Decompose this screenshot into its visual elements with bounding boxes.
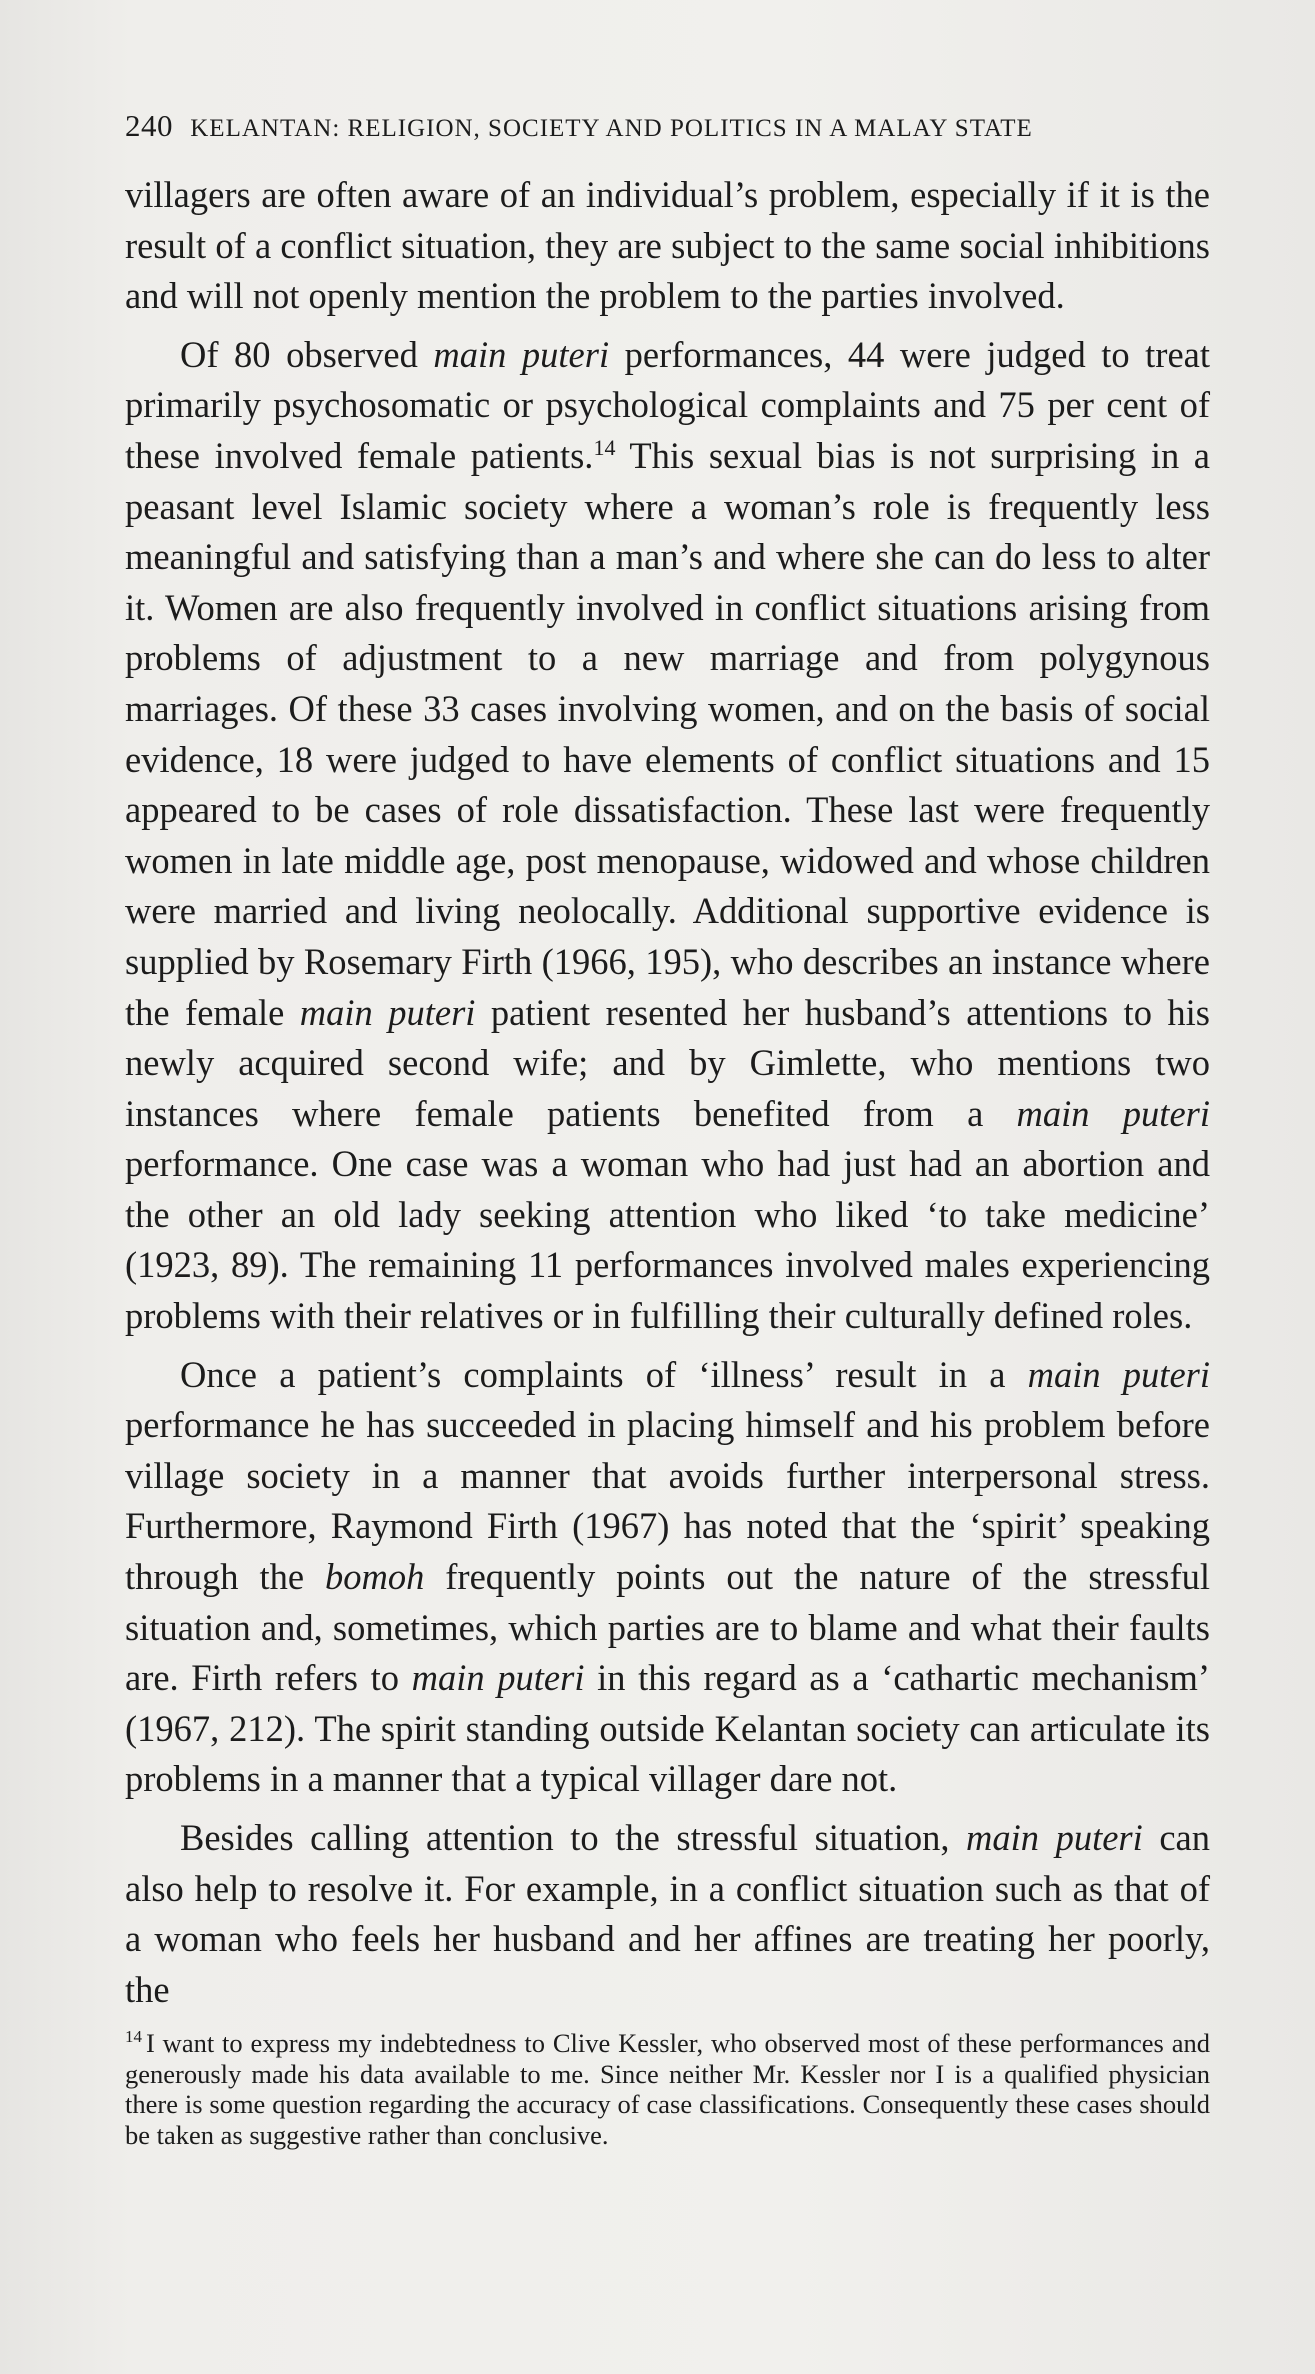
paragraph-2 (125, 330, 1210, 1342)
p4-text-1: Besides calling attention to the stressful situation, (180, 1817, 967, 1858)
p3-text-2: performance he has succeeded in placing himself and his problem before village society in a manner that avoids further interpersonal stress. Furthermore, Raymond Firth (1967) has noted that the ‘spirit’ speaking through the (125, 1404, 1210, 1598)
p3-text-3: frequently points out the nature of the stressful situation and, sometimes, which parties are to blame and what their faults are. Firth refers to (125, 1556, 1211, 1699)
p2-text-1: Of 80 observed (180, 333, 434, 375)
p3-text-4: in this regard as a ‘cathartic mechanism’ (1967, 212). The spirit standing outside Kelantan society can articulate its problems in a manner that a typical villager dare not. (125, 1657, 1210, 1800)
running-header (125, 108, 1195, 144)
paragraph-1 (125, 170, 1210, 322)
page-number: 240 (125, 108, 173, 143)
p3-text-1: Once a patient’s complaints of ‘illness’ result in a (180, 1353, 1028, 1395)
footnote (125, 2028, 1210, 2150)
footnote-reference: 14 (593, 434, 616, 460)
footnote-text: I want to express my indebtedness to Clive Kessler, who observed most of these performances and generously made his data available to me. Since neither Mr. Kessler nor I is a qualified physician there is some question regarding the accuracy of case classifications. Consequently these cases should be taken as suggestive rather than conclusive. (125, 2028, 1210, 2150)
p2-text-5: performance. One case was a woman who had just had an abortion and the other an old lady seeking attention who liked ‘to take medicine’ (1923, 89). The remaining 11 performances involved males experiencing problems with their relatives or in fulfilling their culturally defined roles. (125, 1143, 1210, 1337)
paragraph-1-text: villagers are often aware of an individual’s problem, especially if it is the result of a conflict situation, they are subject to the same social inhibitions and will not openly mention the problem to the parties involved. (125, 174, 1210, 317)
p3-italic-2: bomoh (324, 1556, 425, 1598)
running-title: KELANTAN: RELIGION, SOCIETY AND POLITICS IN A MALAY STATE (190, 115, 1033, 142)
p2-text-3: This sexual bias is not surprising in a peasant level Islamic society where a woman’s role is frequently less meaningful and satisfying than a man’s and where she can do less to alter it. Women are also frequently involved in conflict situations arising from problems of adjustment to a new marriage and from polygynous marriages. Of these 33 cases involving women, and on the basis of social evidence, 18 were judged to have elements of conflict situations and 15 appeared to be cases of role dissatisfaction. These last were frequently women in late middle age, post menopause, widowed and whose children were married and living neolocally. Additional supportive evidence is supplied by Rosemary Firth (1966, 195), who describes an instance where the female (125, 434, 1210, 1033)
p3-italic-1: main puteri (1027, 1353, 1210, 1395)
p4-text-2: can also help to resolve it. For example, in a conflict situation such as that of a woman who feels her husband and her affines are treating her poorly, the (125, 1817, 1210, 2010)
paragraph-4 (125, 1813, 1210, 2015)
p2-italic-3: main puteri (1016, 1092, 1210, 1134)
p2-italic-2: main puteri (299, 991, 476, 1033)
footnote-number: 14 (125, 2027, 142, 2047)
p2-italic-1: main puteri (433, 333, 610, 375)
p2-text-4: patient resented her husband’s attentions to his newly acquired second wife; and by Gimlette, who mentions two instances where female patients benefited from a (125, 991, 1210, 1134)
p3-italic-3: main puteri (411, 1657, 585, 1699)
paragraph-3 (125, 1350, 1210, 1805)
p4-italic-1: main puteri (966, 1817, 1143, 1858)
p2-text-2: performances, 44 were judged to treat primarily psychosomatic or psychological complaints and 75 per cent of these involved female patients. (125, 333, 1210, 476)
body-text (125, 170, 1210, 2015)
